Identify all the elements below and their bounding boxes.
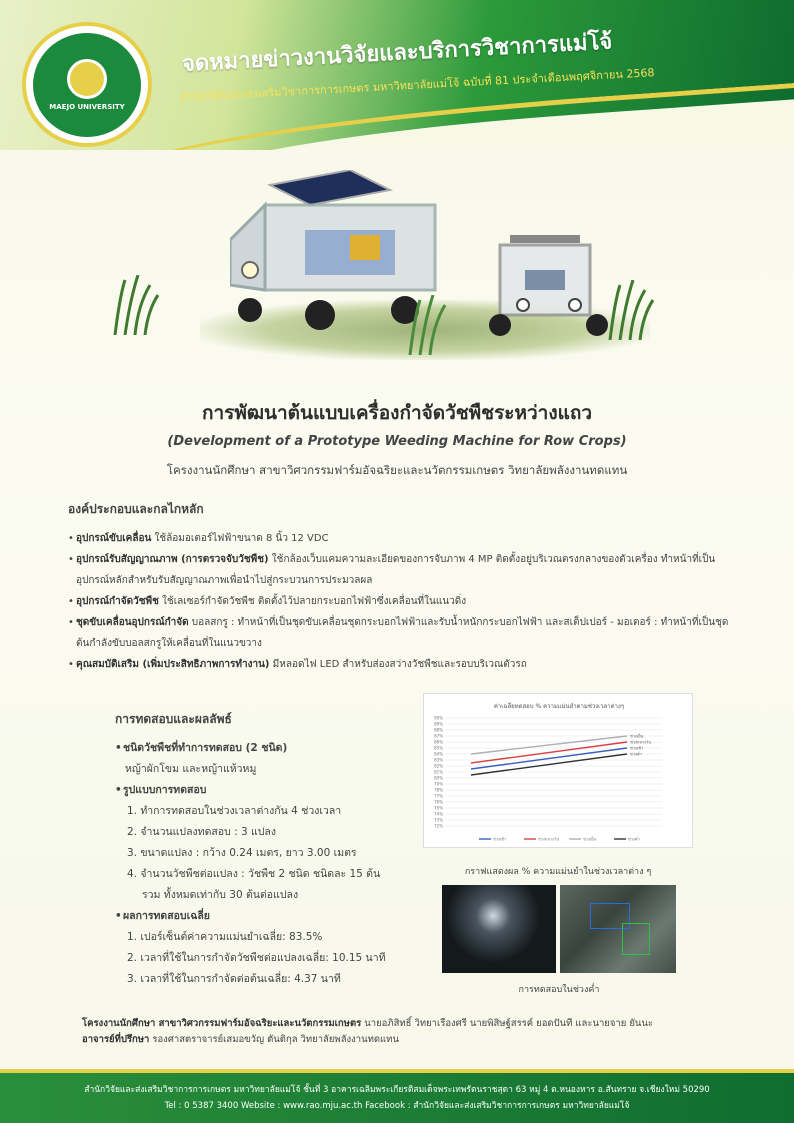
series-end-label: ช่วงค่ำ — [630, 751, 642, 757]
list-item: 1. ทำการทดสอบในช่วงเวลาต่างกัน 4 ช่วงเวลา — [127, 805, 342, 817]
list-item: 1. เปอร์เซ็นต์ค่าความแม่นยำเฉลี่ย: 83.5% — [127, 931, 323, 943]
detection-box — [622, 923, 650, 955]
y-tick-label: 74% — [434, 811, 443, 817]
series-end-label: ช่วงเช้า — [630, 745, 644, 751]
y-tick-label: 77% — [434, 793, 443, 799]
university-logo — [22, 22, 152, 147]
emblem-icon — [67, 59, 107, 99]
list-item: • อุปกรณ์รับสัญญาณภาพ (การตรวจจับวัชพืช) ใช้กล้องเว็บแคมความละเอียดของการจับภาพ 4 MP ติดตั้งอยู่บริเวณตรงกลางของตัวเครื่อง ทำหน้าที่เป็นอุปกรณ์หลักสำหรับรับสัญญาณภาพเพื่อนำไปสู่กระบวนการประมวลผล — [68, 549, 738, 591]
list-item: • คุณสมบัติเสริม (เพิ่มประสิทธิภาพการทำงาน) มีหลอดไฟ LED สำหรับส่องสว่างวัชพืชและรอบบริเวณตัวรถ — [68, 654, 738, 675]
y-tick-label: 80% — [434, 775, 443, 781]
results-heading: การทดสอบและผลลัพธ์ — [115, 712, 232, 726]
y-tick-label: 86% — [434, 739, 443, 745]
y-tick-label: 83% — [434, 757, 443, 763]
list-item: 2. เวลาที่ใช้ในการกำจัดวัชพืชต่อแปลงเฉลี่ย: 10.15 นาที — [127, 952, 386, 964]
y-tick-label: 82% — [434, 763, 443, 769]
y-tick-label: 85% — [434, 745, 443, 751]
prototype-robot-small-image — [485, 230, 615, 340]
y-tick-label: 78% — [434, 787, 443, 793]
legend-label: ช่วงเช้า — [493, 836, 507, 842]
list-item: 2. จำนวนแปลงทดสอบ : 3 แปลง — [127, 826, 276, 838]
list-item: • อุปกรณ์กำจัดวัชพืช ใช้เลเซอร์กำจัดวัชพืช ติดตั้งไว้ปลายกระบอกไฟฟ้าซึ่งเคลื่อนที่ในแนวดิ่ง — [68, 591, 738, 612]
accuracy-chart — [423, 693, 693, 848]
legend-label: ช่วงค่ำ — [628, 836, 640, 842]
footer — [0, 1073, 794, 1123]
list-item: 4. จำนวนวัชพืชต่อแปลง : วัชพืช 2 ชนิด ชนิดละ 15 ต้น — [127, 868, 381, 880]
list-item: รวม ทั้งหมดเท่ากับ 30 ต้นต่อแปลง — [142, 889, 299, 901]
list-item: 3. เวลาที่ใช้ในการกำจัดต่อต้นเฉลี่ย: 4.37 นาที — [127, 973, 341, 985]
credit-students: นายอภิสิทธิ์ วิทยาเรืองศรี นายพิสิษฐ์สรรค์ ยอดปันที และนายจาย ยันนะ — [361, 1018, 653, 1029]
grass-decoration — [110, 275, 160, 335]
format-label: • รูปแบบการทดสอบ — [115, 780, 415, 801]
grass-decoration — [405, 295, 455, 355]
components-heading: องค์ประกอบและกลไกหลัก — [68, 502, 204, 516]
credit-project-label: โครงงานนักศึกษา สาขาวิศวกรรมฟาร์มอัจฉริยะและนวัตกรรมเกษตร — [82, 1018, 362, 1029]
newsletter-subtitle: สำนักวิจัยและส่งเสริมวิชาการการเกษตร มหาวิทยาลัยแม่โจ้ ฉบับที่ 81 ประจำเดือนพฤศจิกายน 2568 — [179, 66, 655, 104]
grass-decoration — [605, 280, 655, 340]
project-affiliation: โครงงานนักศึกษา สาขาวิศวกรรมฟาร์มอัจฉริยะและนวัตกรรมเกษตร วิทยาลัยพลังงานทดแทน — [166, 463, 628, 477]
y-tick-label: 89% — [434, 721, 443, 727]
footer-address: สำนักวิจัยและส่งเสริมวิชาการการเกษตร มหาวิทยาลัยแม่โจ้ ชั้นที่ 3 อาคารเฉลิมพระเกียรติสมเด็จพระเทพรัตนราชสุดา 63 หมู่ 4 ต.หนองหาร อ.สันทราย จ.เชียงใหม่ 50290 — [84, 1085, 710, 1095]
hero-image — [100, 160, 690, 370]
credit-advisor-label: อาจารย์ที่ปรึกษา — [82, 1034, 150, 1045]
y-tick-label: 84% — [434, 751, 443, 757]
credit-advisor: รองศาสตราจารย์เสมอขวัญ ตันติกุล วิทยาลัยพลังงานทดแทน — [149, 1034, 399, 1045]
article-title: การพัฒนาต้นแบบเครื่องกำจัดวัชพืชระหว่างแถว — [201, 402, 593, 424]
chart-title: ค่าเฉลี่ยทดสอบ % ความแม่นยำตามช่วงเวลาต่างๆ — [493, 703, 625, 710]
logo-text: MAEJO UNIVERSITY — [49, 102, 125, 111]
weed-types-label: • ชนิดวัชพืชที่ทำการทดสอบ (2 ชนิด) — [115, 738, 415, 759]
credits — [82, 1016, 722, 1048]
average-label: • ผลการทดสอบเฉลี่ย — [115, 906, 415, 927]
y-tick-label: 88% — [434, 727, 443, 733]
y-tick-label: 79% — [434, 781, 443, 787]
y-tick-label: 73% — [434, 817, 443, 823]
night-test-photo-1 — [442, 885, 556, 973]
newsletter-title: จดหมายข่าวงานวิจัยและบริการวิชาการแม่โจ้ — [181, 29, 613, 77]
y-tick-label: 90% — [434, 715, 443, 721]
series-end-label: ช่วงเย็น — [630, 733, 644, 739]
photo-caption: การทดสอบในช่วงค่ำ — [518, 985, 600, 995]
results-list — [115, 738, 415, 990]
components-list — [68, 528, 738, 675]
chart-caption: กราฟแสดงผล % ความแม่นยำในช่วงเวลาต่าง ๆ — [464, 867, 652, 877]
y-tick-label: 87% — [434, 733, 443, 739]
list-item: 3. ขนาดแปลง : กว้าง 0.24 เมตร, ยาว 3.00 เมตร — [127, 847, 357, 859]
y-tick-label: 76% — [434, 799, 443, 805]
accuracy-chart-svg — [424, 694, 694, 849]
y-tick-label: 81% — [434, 769, 443, 775]
legend-label: ช่วงกลางวัน — [538, 836, 559, 842]
weed-types: หญ้าผักโขม และหญ้าแห้วหมู — [125, 763, 257, 775]
y-tick-label: 75% — [434, 805, 443, 811]
y-tick-label: 72% — [434, 823, 443, 829]
night-test-photo-2 — [560, 885, 676, 973]
article-title-english: (Development of a Prototype Weeding Machine for Row Crops) — [167, 434, 627, 449]
series-end-label: ช่วงกลางวัน — [630, 739, 651, 745]
footer-contact: Tel : 0 5387 3400 Website : www.rao.mju.ac.th Facebook : สำนักวิจัยและส่งเสริมวิชาการการเกษตร มหาวิทยาลัยแม่โจ้ — [164, 1101, 630, 1111]
list-item: • ชุดขับเคลื่อนอุปกรณ์กำจัด บอลสกรู : ทำหน้าที่เป็นชุดขับเคลื่อนชุดกระบอกไฟฟ้าและรับน้ำหนักกระบอกไฟฟ้า และสเต็ปเปอร์ - มอเตอร์ : ทำหน้าที่เป็นชุดต้นกำลังขับบอลสกรูให้เคลื่อนที่ในแนวขวาง — [68, 612, 738, 654]
list-item: • อุปกรณ์ขับเคลื่อน ใช้ล้อมอเตอร์ไฟฟ้าขนาด 8 นิ้ว 12 VDC — [68, 528, 738, 549]
legend-label: ช่วงเย็น — [583, 836, 597, 842]
